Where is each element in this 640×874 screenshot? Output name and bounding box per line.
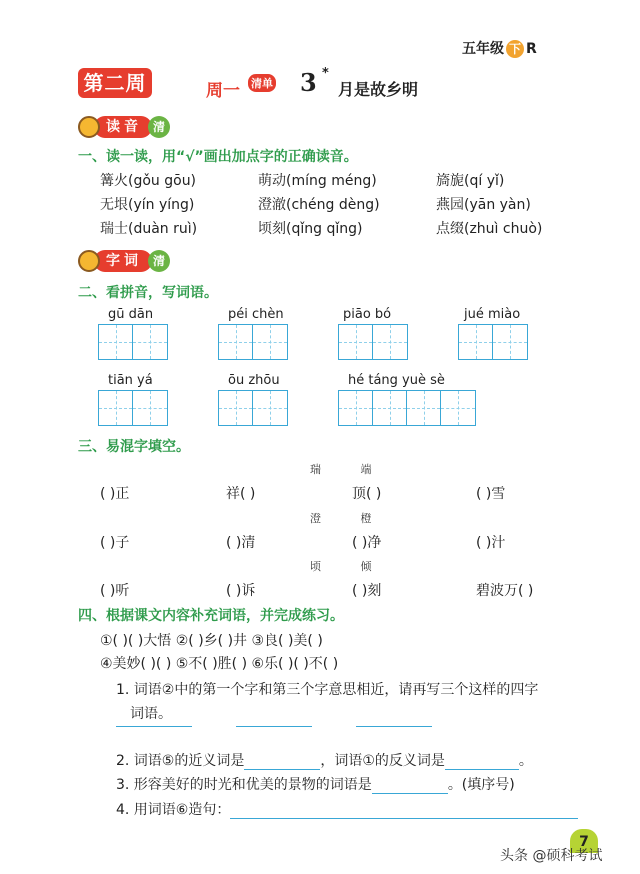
confusable-pair: 顷 倾 [310,560,390,573]
answer-line[interactable] [230,818,578,819]
fill-item[interactable]: ( )诉 [226,583,256,599]
bee-icon [78,250,100,272]
grade-label: 五年级 下 R [462,41,537,57]
section-tag-words: 字词 清 [78,250,170,272]
answer-line[interactable] [116,726,192,727]
idiom-line-2[interactable]: ④美妙( )( ) ⑤不( )胜( ) ⑥乐( )( )不( ) [100,656,339,672]
question-1: 1. 词语②中的第一个字和第三个字意思相近，请再写三个这样的四字 [116,682,539,698]
pron-item[interactable]: 旖旎(qí yǐ) [436,173,505,189]
fill-item[interactable]: ( )净 [352,535,382,551]
fill-item[interactable]: 碧波万( ) [476,583,534,599]
writing-grid[interactable] [458,324,528,360]
writing-grid[interactable] [218,390,288,426]
idiom-line-1[interactable]: ①( )( )大悟 ②( )乡( )井 ③良( )美( ) [100,633,323,649]
pron-item[interactable]: 澄澈(chéng dèng) [258,197,380,213]
pinyin-label: ōu zhōu [228,373,280,388]
fill-item[interactable]: ( )汁 [476,535,506,551]
page-number: 7 [570,829,598,853]
pron-item[interactable]: 燕园(yān yàn) [436,197,531,213]
pinyin-label: piāo bó [343,307,392,322]
section-tag-pronunciation: 读音 清 [78,116,170,138]
pinyin-label: gū dān [108,307,154,322]
fill-item[interactable]: ( )正 [100,486,130,502]
fill-item[interactable]: ( )雪 [476,486,506,502]
fill-item[interactable]: 祥( ) [226,486,256,502]
pron-item[interactable]: 顷刻(qǐng qǐng) [258,221,363,237]
section4-heading: 四、根据课文内容补充词语，并完成练习。 [78,608,344,624]
writing-grid[interactable] [218,324,288,360]
pron-item[interactable]: 点缀(zhuì chuò) [436,221,543,237]
fill-item[interactable]: 顶( ) [352,486,382,502]
writing-grid[interactable] [338,324,408,360]
answer-line[interactable] [356,726,432,727]
fill-item[interactable]: ( )听 [100,583,130,599]
bee-icon [78,116,100,138]
answer-line[interactable] [244,769,320,770]
confusable-pair: 瑞 端 [310,463,390,476]
question-3: 3. 形容美好的时光和优美的景物的词语是 。(填序号) [116,777,515,793]
pinyin-label: jué miào [464,307,521,322]
section1-heading: 一、读一读，用“√”画出加点字的正确读音。 [78,149,358,165]
week-badge: 第二周 [78,68,152,98]
question-2: 2. 词语⑤的近义词是 ，词语①的反义词是 。 [116,753,533,769]
answer-line[interactable] [445,769,519,770]
pron-item[interactable]: 瑞士(duàn ruì) [100,221,198,237]
fill-item[interactable]: ( )清 [226,535,256,551]
pinyin-label: hé táng yuè sè [348,373,445,388]
qing-circle-icon: 清 [148,250,170,272]
day-title: 周一 [206,81,240,101]
fill-item[interactable]: ( )子 [100,535,130,551]
lesson-number: 3 [300,68,317,97]
qing-circle-icon: 清 [148,116,170,138]
writing-grid[interactable] [98,390,168,426]
confusable-pair: 澄 橙 [310,512,390,525]
fill-item[interactable]: ( )刻 [352,583,382,599]
lesson-star: * [322,66,329,81]
lesson-title: 月是故乡明 [338,80,419,99]
pinyin-label: tiān yá [108,373,153,388]
section2-heading: 二、看拼音，写词语。 [78,285,218,301]
question-1-cont: 词语。 [130,706,172,722]
answer-line[interactable] [236,726,312,727]
writing-grid[interactable] [338,390,476,426]
grade-xia-badge: 下 [506,40,524,58]
pron-item[interactable]: 篝火(gǒu gōu) [100,173,197,189]
day-tag: 清单 [248,74,276,92]
pron-item[interactable]: 萌动(míng méng) [258,173,377,189]
writing-grid[interactable] [98,324,168,360]
pinyin-label: péi chèn [228,307,284,322]
question-4: 4. 用词语⑥造句： [116,799,578,819]
answer-line[interactable] [372,793,448,794]
section3-heading: 三、易混字填空。 [78,439,190,455]
pron-item[interactable]: 无垠(yín yíng) [100,197,195,213]
watermark: 头条 @硕科考试 [500,848,603,864]
